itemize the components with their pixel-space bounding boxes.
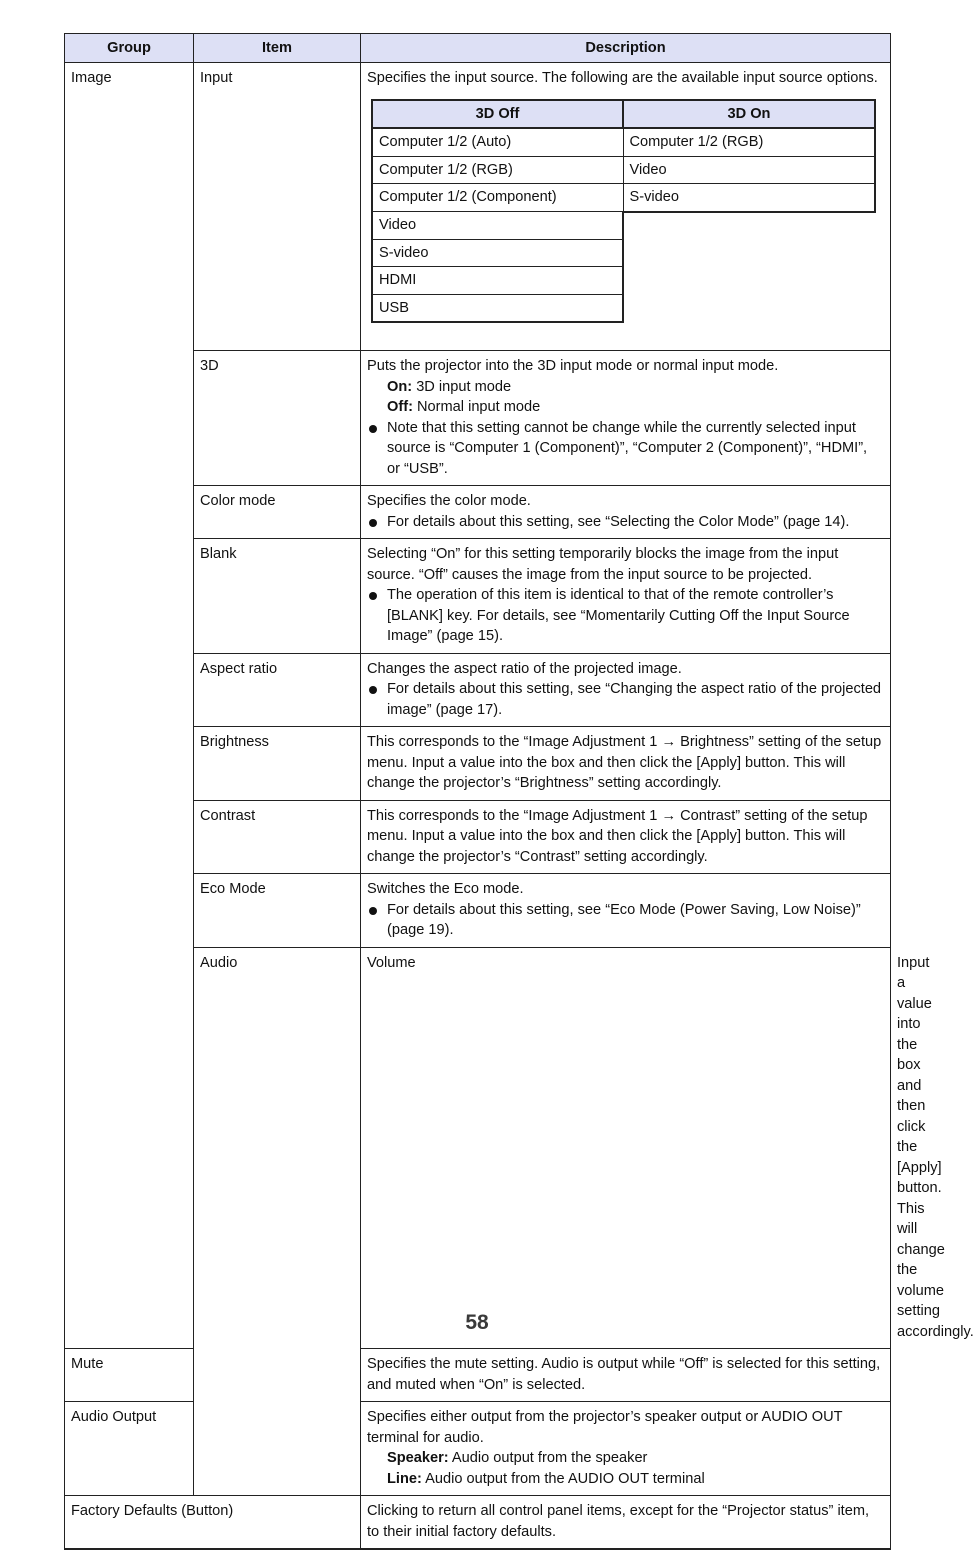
off-source: Computer 1/2 (RGB) — [372, 156, 623, 184]
table-row — [372, 156, 875, 184]
desc-3d-text: Puts the projector into the 3D input mode or normal input mode. — [367, 358, 779, 374]
group-audio: Audio — [194, 947, 361, 1496]
desc-factory-defaults: Clicking to return all control panel items, except for the “Projector status” item, to their initial factory defaults. — [361, 1496, 891, 1550]
table-row — [65, 1402, 891, 1496]
table-row — [372, 212, 875, 240]
table-row — [372, 239, 875, 267]
col-3d-off: 3D Off — [372, 100, 623, 129]
off-source: USB — [372, 294, 623, 322]
page-number: 58 — [465, 1311, 489, 1334]
off-source: HDMI — [372, 267, 623, 295]
on-source: Computer 1/2 (RGB) — [623, 128, 875, 156]
option-on-text: 3D input mode — [412, 378, 512, 395]
note-blank: The operation of this item is identical to that of the remote controller’s [BLANK] key. For details, see “Momentarily Cutting Off the Input Source Image” (page 15). — [367, 585, 884, 647]
item-blank: Blank — [194, 539, 361, 654]
group-factory-defaults: Factory Defaults (Button) — [65, 1496, 361, 1550]
off-source: Computer 1/2 (Component) — [372, 184, 623, 212]
header-group: Group — [65, 34, 194, 63]
desc-color-mode-text: Specifies the color mode. — [367, 493, 531, 509]
desc-input — [361, 63, 891, 351]
desc-aspect-text: Changes the aspect ratio of the projected image. — [367, 660, 682, 677]
item-aspect-ratio: Aspect ratio — [194, 653, 361, 727]
header-item: Item — [194, 34, 361, 63]
empty-cell — [623, 267, 875, 295]
option-line — [367, 1469, 884, 1490]
desc-aspect-ratio — [361, 653, 891, 727]
desc-input-text: Specifies the input source. The following are the available input source options. — [367, 70, 878, 86]
table-row: Audio Volume Input a value into the box and then click the [Apply] button. This will change the volume setting accordingly. — [65, 947, 891, 1349]
item-mute: Mute — [65, 1349, 194, 1402]
item-3d: 3D — [194, 351, 361, 486]
on-source: Video — [623, 156, 875, 184]
desc-contrast: This corresponds to the “Image Adjustment 1 → Contrast” setting of the setup menu. Input a value into the box and then click the [Apply] button. This will change the projector’s “Contrast” setting accordingly. — [361, 800, 891, 874]
input-source-table — [371, 99, 876, 324]
option-off — [367, 397, 884, 418]
desc-blank — [361, 539, 891, 654]
table-row — [372, 294, 875, 322]
off-source: S-video — [372, 239, 623, 267]
option-line-label: Line: — [387, 1470, 422, 1487]
item-contrast: Contrast — [194, 800, 361, 874]
note-eco: For details about this setting, see “Eco Mode (Power Saving, Low Noise)” (page 19). — [367, 900, 884, 941]
option-off-text: Normal input mode — [412, 399, 541, 415]
item-audio-output: Audio Output — [65, 1402, 194, 1496]
desc-3d — [361, 351, 891, 486]
desc-color-mode — [361, 486, 891, 539]
table-row — [372, 267, 875, 295]
input-source-header — [372, 100, 875, 129]
empty-cell — [623, 294, 875, 322]
option-on-label: On: — [387, 378, 413, 395]
header-description: Description — [361, 34, 891, 63]
option-off-label: Off: — [387, 399, 413, 415]
off-source: Video — [372, 212, 623, 240]
note-3d: Note that this setting cannot be change while the currently selected input source is “Computer 1 (Component)”, “Computer 2 (Component)”, “HDMI”, or “USB”. — [367, 418, 884, 480]
desc-eco-text: Switches the Eco mode. — [367, 881, 524, 897]
table-row — [372, 184, 875, 212]
note-color-mode: For details about this setting, see “Selecting the Color Mode” (page 14). — [367, 512, 884, 533]
note-aspect: For details about this setting, see “Changing the aspect ratio of the projected image” (page 17). — [367, 679, 884, 720]
desc-mute: Specifies the mute setting. Audio is output while “Off” is selected for this setting, and muted when “On” is selected. — [361, 1349, 891, 1402]
col-3d-on: 3D On — [623, 100, 875, 129]
item-color-mode: Color mode — [194, 486, 361, 539]
header-row — [65, 34, 891, 63]
on-source: S-video — [623, 184, 875, 212]
desc-brightness: This corresponds to the “Image Adjustment 1 → Brightness” setting of the setup menu. Input a value into the box and then click the [Apply] button. This will change the projector’s “Brightness” setting accordingly. — [361, 727, 891, 801]
table-row — [65, 63, 891, 351]
empty-cell — [623, 212, 875, 240]
desc-eco-mode — [361, 874, 891, 948]
desc-audio-output — [361, 1402, 891, 1496]
option-speaker-text: Audio output from the speaker — [448, 1450, 648, 1466]
group-image: Image — [65, 63, 194, 1349]
option-speaker-label: Speaker: — [387, 1450, 449, 1466]
option-on — [367, 377, 884, 398]
off-source: Computer 1/2 (Auto) — [372, 128, 623, 156]
item-volume: Volume — [361, 947, 891, 1349]
item-brightness: Brightness — [194, 727, 361, 801]
option-line-text: Audio output from the AUDIO OUT terminal — [421, 1470, 705, 1487]
table-row — [65, 1349, 891, 1402]
table-row — [372, 128, 875, 156]
option-speaker — [367, 1448, 884, 1469]
item-input: Input — [194, 63, 361, 351]
table-row — [65, 1496, 891, 1550]
desc-audio-output-text: Specifies either output from the projector’s speaker output or AUDIO OUT terminal for audio. — [367, 1409, 843, 1446]
desc-blank-text: Selecting “On” for this setting temporarily blocks the image from the input source. “Off” causes the image from the input source to be projected. — [367, 546, 839, 583]
item-eco-mode: Eco Mode — [194, 874, 361, 948]
empty-cell — [623, 239, 875, 267]
